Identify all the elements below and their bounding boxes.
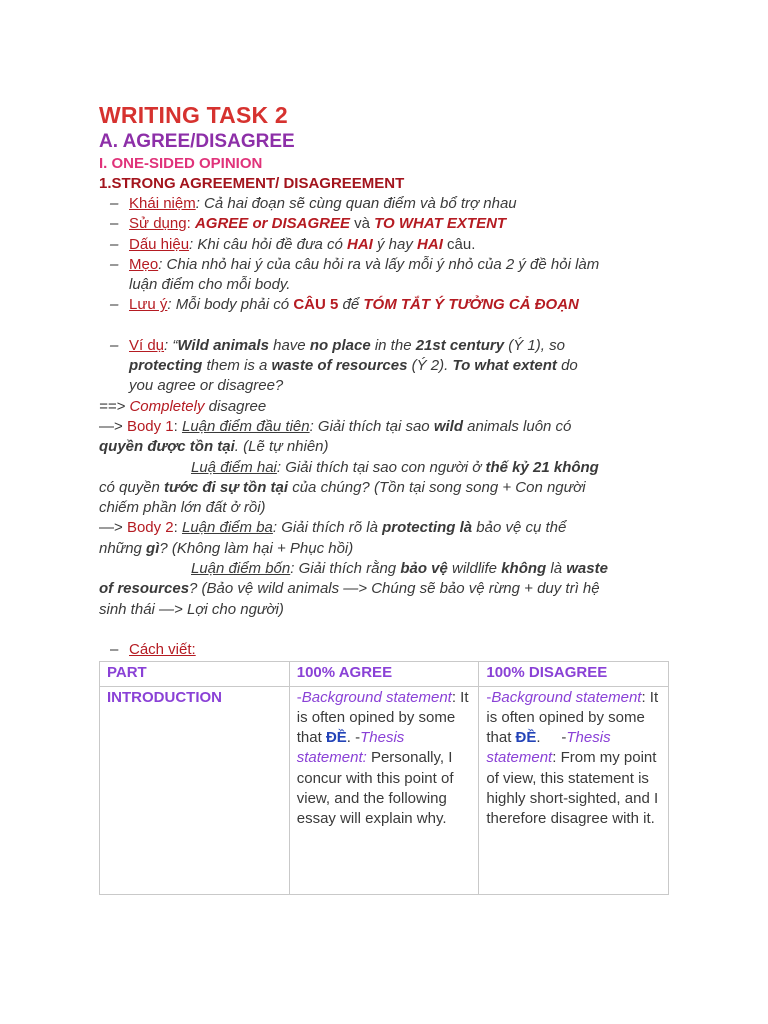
section-a-heading: A. AGREE/DISAGREE (99, 131, 295, 152)
cell-agree-introduction: -Background statement: It is often opined by some that ĐỀ. -Thesis statement: Personally, I concur with this point of view, and the following essay will explain why. (289, 686, 479, 894)
item-meo: – Mẹo: Chia nhỏ hai ý của câu hỏi ra và lấy mỗi ý nhỏ của 2 ý đề hỏi làm luận điểm cho mỗi body. (99, 255, 674, 296)
item-su-dung: – Sử dụng: AGREE or DISAGREE và TO WHAT EXTENT (99, 214, 674, 234)
item-dau-hieu: – Dấu hiệu: Khi câu hỏi đề đưa có HAI ý hay HAI câu. (99, 235, 674, 255)
table-header-part: PART (100, 662, 290, 686)
row-label-introduction: INTRODUCTION (100, 686, 290, 894)
item-khai-niem: – Khái niệm: Cả hai đoạn sẽ cùng quan điểm và bổ trợ nhau (99, 194, 674, 214)
writing-structure-table (99, 661, 669, 894)
cach-viet-item: – Cách viết: (99, 640, 674, 660)
section-i-heading: I. ONE-SIDED OPINION (99, 155, 263, 172)
table-row (100, 686, 669, 894)
example-item: – Ví dụ: “Wild animals have no place in the 21st century (Ý 1), so protecting them is a waste of resources (Ý 2). To what extent do you agree or disagree? (99, 336, 674, 397)
section-1-heading: 1.STRONG AGREEMENT/ DISAGREEMENT (99, 175, 405, 192)
page-title: WRITING TASK 2 (99, 102, 288, 128)
document-page (99, 100, 674, 895)
item-luu-y: – Lưu ý: Mỗi body phải có CÂU 5 để TÓM TẮT Ý TƯỞNG CẢ ĐOẠN (99, 295, 674, 315)
body1-paragraph: —> Body 1: Luận điểm đầu tiên: Giải thích tại sao wild animals luôn có quyền được tồn tại. (Lẽ tự nhiên) Luậ điểm hai: Giải thích tại sao con người ở thế kỷ 21 không có quyền tước đi sự tồn tại của chúng? (Tồn tại song song + Con người chiếm phần lớn đất ở rồi) (99, 417, 599, 517)
cell-disagree-introduction: -Background statement: It is often opined by some that ĐỀ. -Thesis statement: From my point of view, this statement is highly short-sighted, and I therefore disagree with it. (479, 686, 669, 894)
table-header-agree: 100% AGREE (289, 662, 479, 686)
body2-paragraph: —> Body 2: Luận điểm ba: Giải thích rõ là protecting là bảo vệ cụ thể những gì? (Không làm hại + Phục hồi) Luận điểm bốn: Giải thích rằng bảo vệ wildlife không là waste of resources? (Bảo vệ wild animals —> Chúng sẽ bảo vệ rừng + duy trì hệ sinh thái —> Lợi cho người) (99, 519, 608, 618)
table-header-row (100, 662, 669, 686)
answer-line: ==> Completely disagree (99, 397, 267, 415)
table-header-disagree: 100% DISAGREE (479, 662, 669, 686)
